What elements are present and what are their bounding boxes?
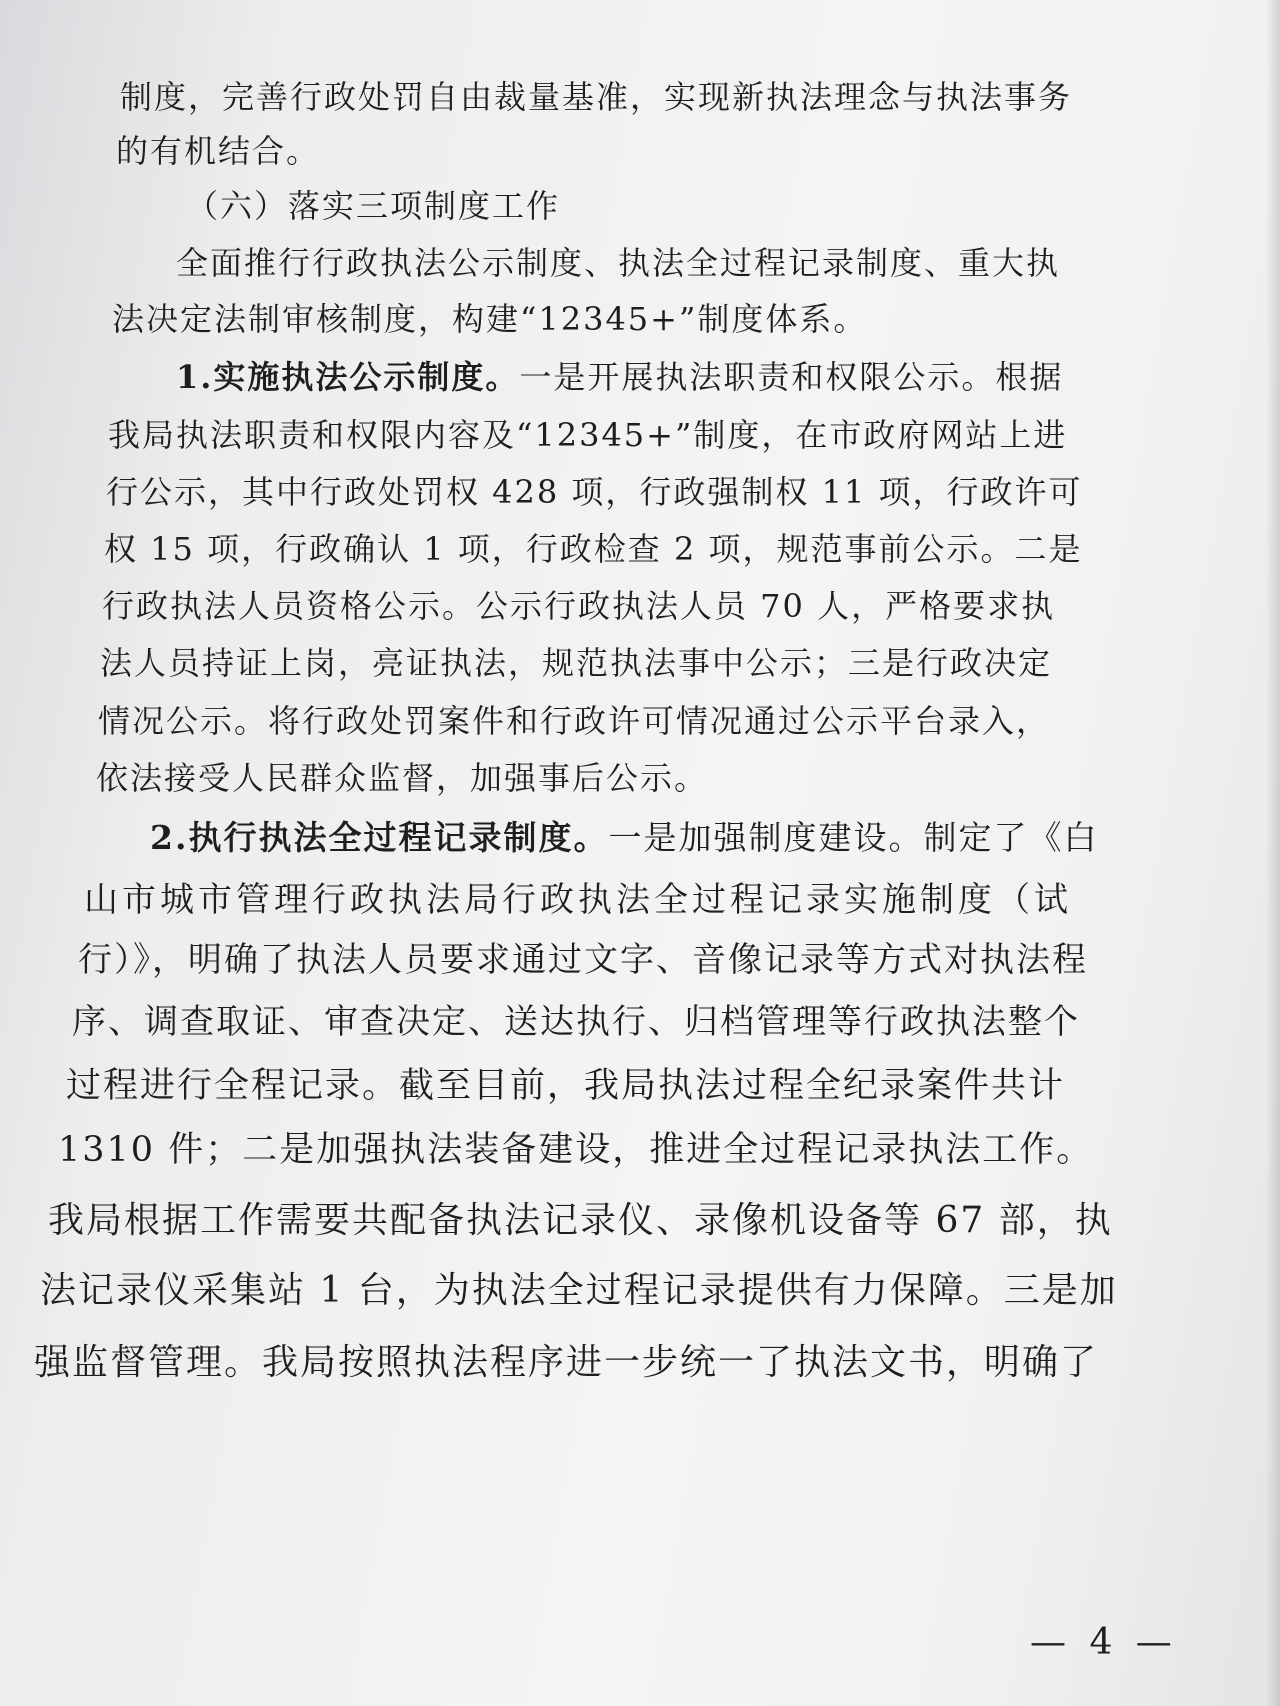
text-line — [98, 696, 1050, 742]
text-line — [66, 1058, 1065, 1108]
text-line — [106, 467, 1083, 513]
text-line — [176, 352, 1063, 398]
line-text: 法人员持证上岗，亮证执法，规范执法事中公示；三是行政决定 — [100, 644, 1053, 682]
text-line — [120, 72, 1072, 118]
line-text: 序、调查取证、审查决定、送达执行、归档管理等行政执法整个 — [72, 1002, 1080, 1042]
text-line — [104, 524, 1082, 570]
line-text: 法决定法制审核制度，构建“12345+”制度体系。 — [112, 300, 868, 338]
text-line — [100, 638, 1052, 684]
text-line — [108, 410, 1067, 456]
section-heading — [186, 181, 560, 227]
text-line — [112, 294, 867, 340]
heading-text: （六）落实三项制度工作 — [186, 187, 561, 225]
text-line — [40, 1262, 1118, 1313]
line-text: 依法接受人民群众监督，加强事后公示。 — [96, 759, 709, 797]
subheading-bold: 2.执行执法全过程记录制度。 — [150, 818, 609, 857]
line-text: 制度，完善行政处罚自由裁量基准，实现新执法理念与执法事务 — [120, 78, 1073, 116]
line-text: 行）》，明确了执法人员要求通过文字、音像记录等方式对执法程 — [78, 940, 1088, 980]
subheading-bold: 1.实施执法公示制度。 — [176, 358, 520, 396]
text-line — [48, 1192, 1113, 1243]
page-number: — 4 — — [1030, 1622, 1178, 1663]
text-line — [96, 753, 708, 799]
line-text: 一是加强制度建设。制定了《白 — [608, 818, 1099, 857]
text-line — [72, 994, 1080, 1043]
line-text: 我局根据工作需要共配备执法记录仪、录像机设备等 67 部，执 — [48, 1200, 1113, 1241]
line-text: 权 15 项，行政确认 1 项，行政检查 2 项，规范事前公示。二是 — [104, 530, 1083, 568]
line-text: 的有机结合。 — [116, 132, 321, 170]
line-text: 山市城市管理行政执法局行政执法全过程记录实施制度（试 — [84, 880, 1072, 920]
text-line — [58, 1122, 1093, 1172]
text-line — [150, 812, 1098, 859]
line-text: 全面推行行政执法公示制度、执法全过程记录制度、重大执 — [176, 244, 1061, 282]
line-text: 法记录仪采集站 1 台，为执法全过程记录提供有力保障。三是加 — [40, 1270, 1118, 1311]
line-text: 过程进行全程记录。截至目前，我局执法过程全纪录案件共计 — [66, 1066, 1066, 1106]
text-line — [116, 126, 320, 172]
text-line — [78, 932, 1088, 981]
text-line — [102, 581, 1055, 627]
line-text: 行公示，其中行政处罚权 428 项，行政强制权 11 项，行政许可 — [106, 473, 1083, 511]
text-line — [34, 1334, 1098, 1385]
text-line — [176, 238, 1060, 284]
line-text: 强监督管理。我局按照执法程序进一步统一了执法文书，明确了 — [34, 1342, 1099, 1383]
line-text: 情况公示。将行政处罚案件和行政许可情况通过公示平台录入， — [98, 702, 1051, 740]
line-text: 行政执法人员资格公示。公示行政执法人员 70 人，严格要求执 — [102, 587, 1056, 625]
line-text: 1310 件；二是加强执法装备建设，推进全过程记录执法工作。 — [58, 1130, 1094, 1170]
text-line — [84, 872, 1072, 921]
paper-edge-shadow — [1266, 0, 1280, 1706]
line-text: 一是开展执法职责和权限公示。根据 — [519, 358, 1064, 396]
line-text: 我局执法职责和权限内容及“12345+”制度，在市政府网站上进 — [108, 416, 1068, 454]
